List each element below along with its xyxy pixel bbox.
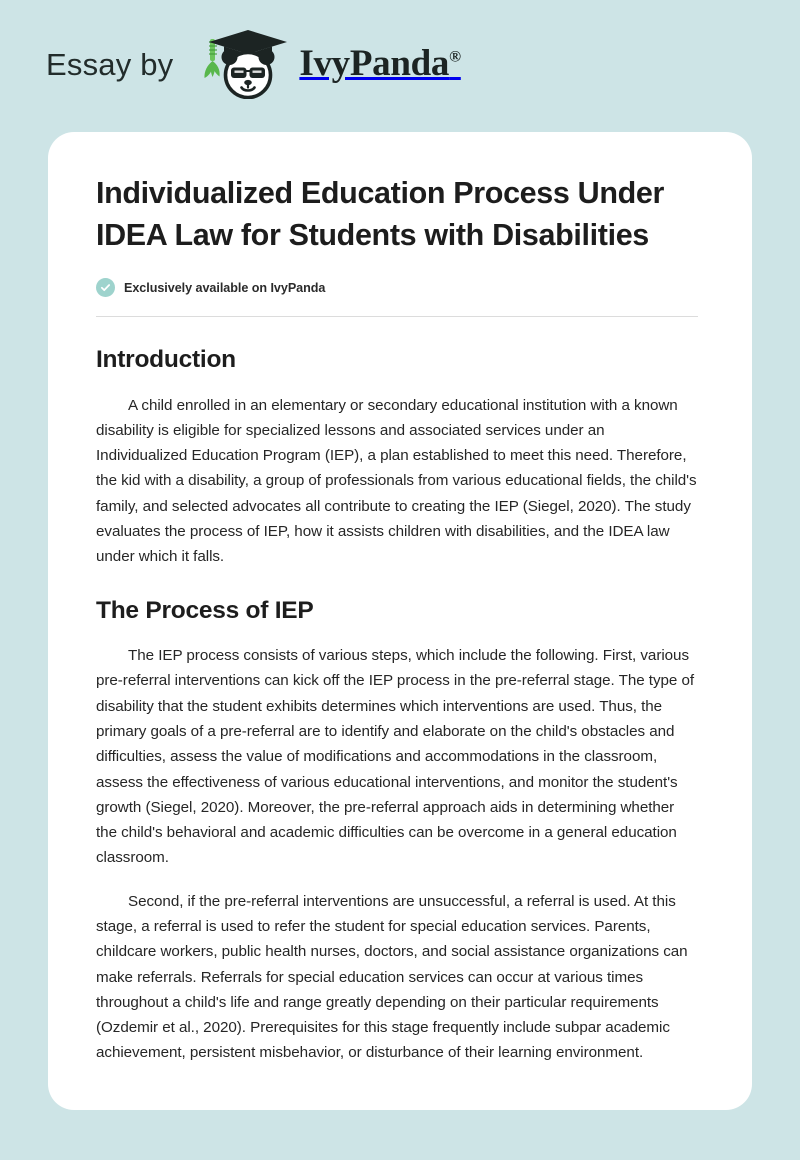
page-title: Individualized Education Process Under IDEA Law for Students with Disabilities [96, 176, 665, 253]
check-circle-icon [96, 278, 115, 297]
brand-header [0, 0, 800, 132]
brand-prefix-label: Essay by [46, 46, 174, 82]
brand-logo-link[interactable] [191, 27, 460, 99]
section-heading-introduction: Introduction [96, 346, 236, 374]
registered-trademark-mark: ® [449, 48, 461, 66]
brand-wordmark [299, 42, 461, 84]
paragraph: Second, if the pre-referral interventions are unsuccessful, a referral is used. At this stage, a referral is used to refer the student for special education services. Parents, childcare workers, public health nurses, doctors, and social assistance organizations can make referrals. Referrals for special education services can occur at various times throughout a child's life and range greatly depending on their particular requirements (Ozdemir et al., 2020). Prerequisites for this stage frequently include subpar academic achievement, persistent misbehavior, or disturbance of their learning environment. [96, 892, 688, 1062]
title-divider [96, 316, 698, 317]
paragraph: A child enrolled in an elementary or secondary educational institution with a known disability is eligible for specialized lessons and associated services under an Individualized Education Program (IEP), a plan established to meet this need. Therefore, the kid with a disability, a group of professionals from various educational fields, the child's family, and selected advocates all contribute to creating the IEP (Siegel, 2020). The study evaluates the process of IEP, how it assists children with disabilities, and the IDEA law under which it falls. [96, 396, 697, 566]
paragraph: The IEP process consists of various steps, which include the following. First, various pre-referral interventions can kick off the IEP process in the pre-referral stage. The type of disability that the student exhibits determines which interventions are used. Thus, the primary goals of a pre-referral are to identify and elaborate on the child's obstacles and difficulties, assess the value of modifications and accommodations in the classroom, assess the effectiveness of various educational interventions, and monitor the student's growth (Siegel, 2020). Moreover, the pre-referral approach aids in determining whether the child's behavioral and academic difficulties can be overcome in a general education classroom. [96, 647, 695, 867]
section-heading-the-process-of-iep: The Process of IEP [96, 596, 314, 624]
document-body [74, 170, 720, 1066]
exclusive-availability-badge [96, 278, 698, 297]
status-badge: Exclusively available on IvyPanda [124, 280, 326, 295]
essay-paper-card [48, 132, 752, 1110]
panda-graduate-logo-icon [191, 27, 303, 99]
brand-wordmark-text: IvyPanda [299, 42, 450, 84]
